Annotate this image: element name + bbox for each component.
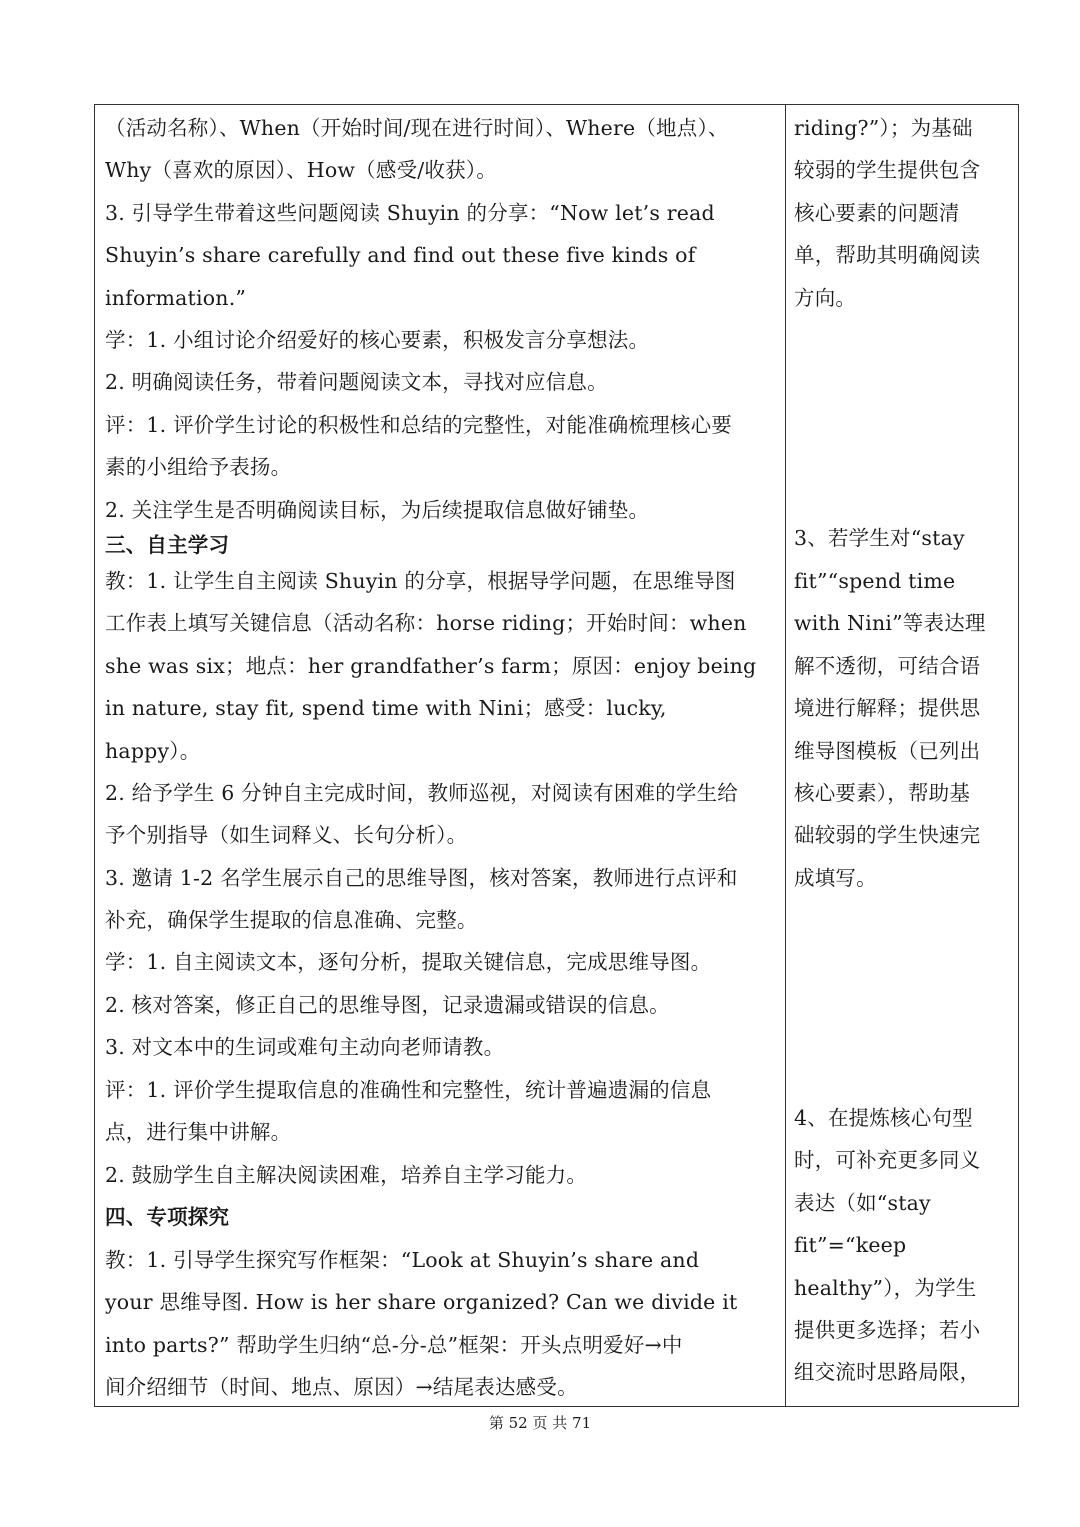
text-line: 教：1. 引导学生探究写作框架：“Look at Shuyin’s share and	[105, 1248, 700, 1272]
note-line: 表达（如“stay	[794, 1191, 931, 1215]
text-line: 2. 给予学生 6 分钟自主完成时间，教师巡视，对阅读有困难的学生给	[105, 781, 738, 805]
text-line: 3. 对文本中的生词或难句主动向老师请教。	[105, 1035, 505, 1059]
text-line: 教：1. 让学生自主阅读 Shuyin 的分享，根据导学问题，在思维导图	[105, 569, 736, 593]
note-line: 方向。	[794, 286, 857, 310]
text-line: 学：1. 自主阅读文本，逐句分析，提取关键信息，完成思维导图。	[105, 950, 712, 974]
text-line: into parts?” 帮助学生归纳“总-分-总”框架：开头点明爱好→中	[105, 1333, 683, 1357]
text-line: happy）。	[105, 739, 201, 763]
note-line: 境进行解释；提供思	[794, 696, 981, 720]
text-line: 2. 核对答案，修正自己的思维导图，记录遗漏或错误的信息。	[105, 993, 670, 1017]
text-line: Shuyin’s share carefully and find out these five kinds of	[105, 243, 696, 267]
note-line: 较弱的学生提供包含	[794, 158, 981, 182]
text-line: 3. 邀请 1-2 名学生展示自己的思维导图，核对答案，教师进行点评和	[105, 866, 738, 890]
section-heading: 四、专项探究	[105, 1205, 230, 1229]
note-line: fit”=“keep	[794, 1233, 907, 1257]
note-line: 时，可补充更多同义	[794, 1148, 981, 1172]
section-heading: 三、自主学习	[105, 533, 230, 557]
note-line: 单，帮助其明确阅读	[794, 243, 981, 267]
text-line: 予个别指导（如生词释义、长句分析）。	[105, 823, 468, 847]
text-line: 点，进行集中讲解。	[105, 1120, 292, 1144]
text-line: 素的小组给予表扬。	[105, 455, 292, 479]
text-line: she was six；地点：her grandfather’s farm；原因：enjoy being	[105, 654, 757, 678]
note-line: fit”“spend time	[794, 569, 956, 593]
note-line: 核心要素），帮助基	[794, 781, 971, 805]
lesson-plan-table	[94, 104, 1019, 1407]
page-footer: 第 52 页 共 71	[488, 1414, 592, 1432]
note-line: 3、若学生对“stay	[794, 526, 965, 550]
note-line: 4、在提炼核心句型	[794, 1106, 973, 1130]
text-line: （活动名称）、When（开始时间/现在进行时间）、Where（地点）、	[105, 116, 729, 140]
text-line: 评：1. 评价学生提取信息的准确性和完整性，统计普遍遗漏的信息	[105, 1078, 712, 1102]
text-line: 3. 引导学生带着这些问题阅读 Shuyin 的分享：“Now let’s read	[105, 201, 715, 225]
note-line: 提供更多选择；若小	[794, 1318, 981, 1342]
note-line: 础较弱的学生快速完	[794, 823, 981, 847]
note-line: healthy”），为学生	[794, 1276, 977, 1300]
text-line: 2. 明确阅读任务，带着问题阅读文本，寻找对应信息。	[105, 370, 608, 394]
column-divider	[785, 105, 786, 1406]
text-line: in nature, stay fit, spend time with Nini；感受：lucky,	[105, 696, 667, 720]
text-line: 补充，确保学生提取的信息准确、完整。	[105, 908, 478, 932]
text-line: 评：1. 评价学生讨论的积极性和总结的完整性，对能准确梳理核心要	[105, 413, 732, 437]
note-line: 核心要素的问题清	[794, 201, 960, 225]
note-line: riding?”）；为基础	[794, 116, 973, 140]
note-line: 解不透彻，可结合语	[794, 654, 981, 678]
text-line: 工作表上填写关键信息（活动名称：horse riding；开始时间：when	[105, 611, 747, 635]
text-line: 学：1. 小组讨论介绍爱好的核心要素，积极发言分享想法。	[105, 328, 650, 352]
note-line: with Nini”等表达理	[794, 611, 986, 635]
text-line: information.”	[105, 286, 247, 310]
note-line: 组交流时思路局限，	[794, 1360, 981, 1384]
text-line: 2. 鼓励学生自主解决阅读困难，培养自主学习能力。	[105, 1163, 588, 1187]
note-line: 成填写。	[794, 866, 877, 890]
text-line: 2. 关注学生是否明确阅读目标，为后续提取信息做好铺垫。	[105, 498, 650, 522]
text-line: 间介绍细节（时间、地点、原因）→结尾表达感受。	[105, 1375, 578, 1399]
text-line: your 思维导图. How is her share organized? Can we divide it	[105, 1290, 738, 1314]
text-line: Why（喜欢的原因）、How（感受/收获）。	[105, 158, 497, 182]
note-line: 维导图模板（已列出	[794, 739, 981, 763]
